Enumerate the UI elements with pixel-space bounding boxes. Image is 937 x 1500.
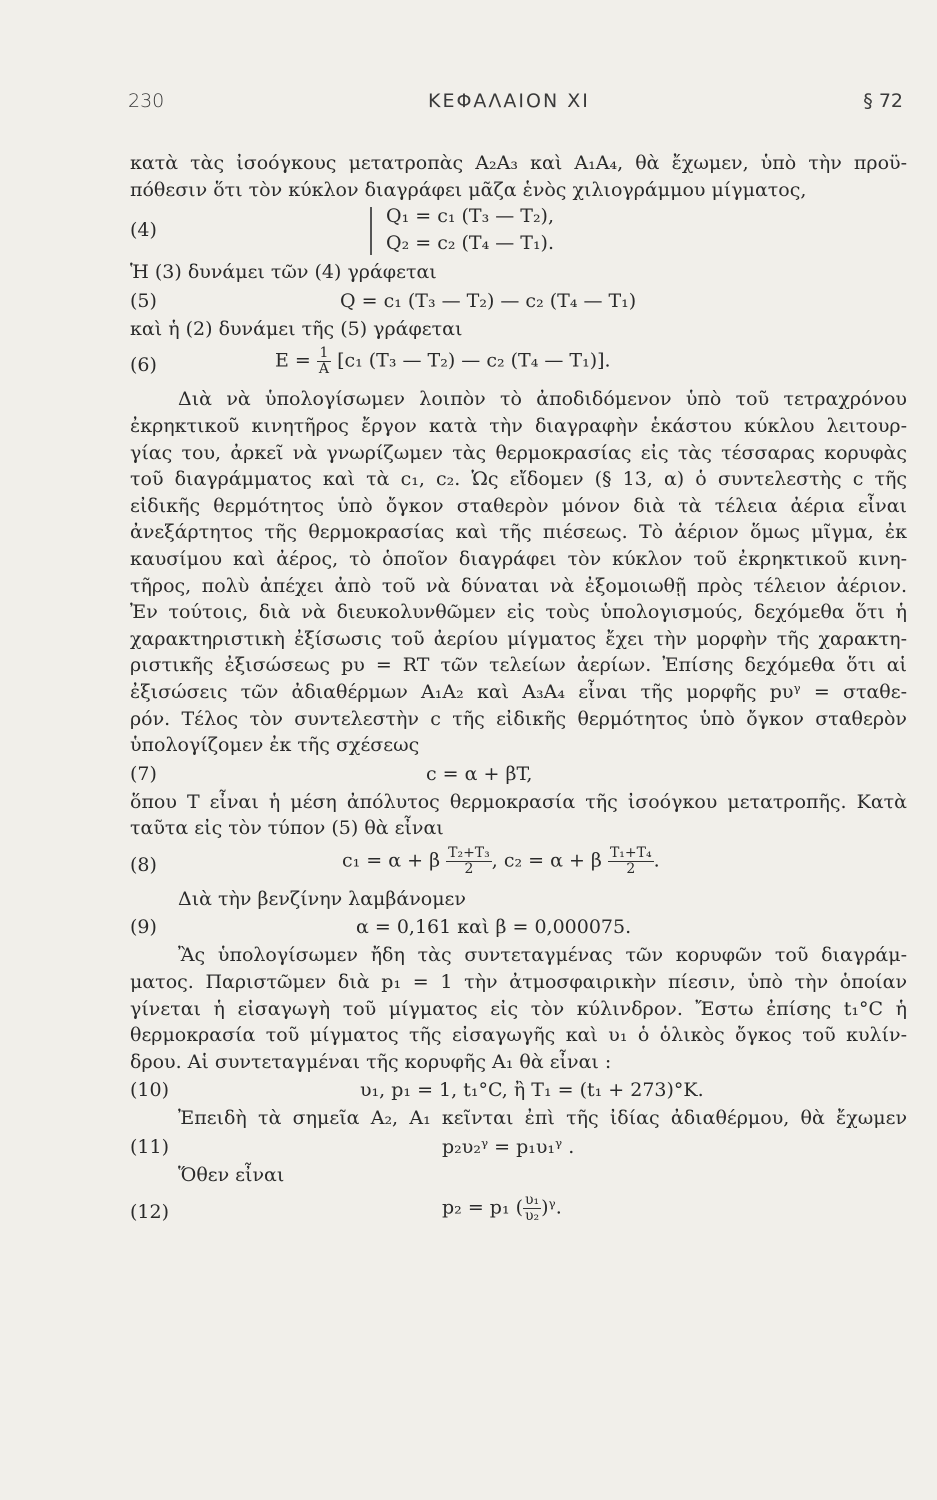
equation-body: p₂υ₂ᵞ = p₁υ₁ᵞ .	[442, 1136, 575, 1159]
chapter-title: ΚΕΦΑΛΑΙΟΝ XI	[428, 90, 590, 112]
section-number: § 72	[863, 90, 903, 112]
page-header	[128, 90, 903, 120]
text-line: τοῦ διαγράμματος καὶ τὰ c₁, c₂. Ὡς εἴδομεν (§ 13, α) ὁ συντελεστὴς c τῆς	[130, 468, 907, 491]
text-line: Ἐν τούτοις, διὰ νὰ διευκολυνθῶμεν εἰς τοὺς ὑπολογισμούς, δεχόμεθα ὅτι ἡ	[130, 601, 907, 624]
equation-body: υ₁, p₁ = 1, t₁°C, ἢ T₁ = (t₁ + 273)°K.	[360, 1079, 704, 1102]
equation-rhs: [c₁ (T₃ — T₂) — c₂ (T₄ — T₁)].	[337, 349, 611, 372]
equation-body	[275, 346, 611, 377]
equation-lhs: E =	[275, 349, 311, 372]
equation-number: (12)	[130, 1200, 170, 1223]
equation-body	[442, 1193, 562, 1224]
equation-9	[130, 912, 907, 942]
equation-7	[130, 759, 907, 789]
equation-11	[130, 1132, 907, 1162]
equation-body: c = α + βT,	[426, 762, 533, 785]
equation-10	[130, 1075, 907, 1105]
fraction	[317, 346, 331, 377]
text-line: ματος. Παριστῶμεν διὰ p₁ = 1 τὴν ἀτμοσφαιρικὴν πίεσιν, ὑπὸ τὴν ὁποίαν	[130, 971, 907, 994]
equation-number: (11)	[130, 1136, 170, 1159]
fraction-numerator: T₁+T₄	[609, 844, 652, 861]
equation-8	[130, 842, 907, 886]
text-line: ὑπολογίζομεν ἐκ τῆς σχέσεως	[130, 734, 420, 757]
equation-body: α = 0,161 καὶ β = 0,000075.	[356, 916, 632, 939]
equation-number: (7)	[130, 762, 157, 785]
equation-rhs: )ᵞ.	[541, 1196, 562, 1219]
text-line: Διὰ τὴν βενζίνην λαμβάνομεν	[178, 887, 466, 910]
fraction	[523, 1193, 541, 1224]
text-line: Διὰ νὰ ὑπολογίσωμεν λοιπὸν τὸ ἀποδιδόμενον ὑπὸ τοῦ τετραχρόνου	[178, 388, 907, 411]
brace	[370, 207, 376, 255]
equation-number: (8)	[130, 853, 157, 876]
fraction-denominator: 2	[464, 860, 474, 877]
equation-number: (5)	[130, 289, 157, 312]
text-line: ἐκρηκτικοῦ κινητῆρος ἔργον κατὰ τὴν διαγραφὴν ἑκάστου κύκλου λειτουρ-	[130, 414, 907, 437]
equation-number: (9)	[130, 916, 157, 939]
equation-12	[130, 1189, 907, 1233]
fraction-denominator: 2	[626, 860, 636, 877]
text-line: Ἡ (3) δυνάμει τῶν (4) γράφεται	[130, 261, 437, 284]
fraction-denominator: υ₂	[525, 1207, 540, 1224]
fraction	[608, 846, 654, 877]
equation-number: (4)	[130, 219, 157, 242]
text-line: εἰδικῆς θερμότητος ὑπὸ ὄγκον σταθερὸν μόνον διὰ τὰ τέλεια ἀέρια εἶναι	[130, 494, 907, 517]
equation-body	[342, 846, 660, 877]
equation-number: (6)	[130, 354, 157, 377]
text-line: Ἐπειδὴ τὰ σημεῖα A₂, A₁ κεῖνται ἐπὶ τῆς ἰδίας ἀδιαθέρμου, θὰ ἔχωμεν	[178, 1107, 907, 1130]
equation-line: Q₁ = c₁ (T₃ — T₂),	[386, 205, 555, 228]
text-line: θερμοκρασία τοῦ μίγματος τῆς εἰσαγωγῆς καὶ υ₁ ὁ ὁλικὸς ὄγκος τοῦ κυλίν-	[130, 1024, 907, 1047]
text-line: ταῦτα εἰς τὸν τύπον (5) θὰ εἶναι	[130, 817, 444, 840]
page-body	[130, 150, 907, 1233]
text-line: πόθεσιν ὅτι τὸν κύκλον διαγράφει μᾶζα ἑνὸς χιλιογράμμου μίγματος,	[130, 178, 807, 201]
text-line: ὅπου T εἶναι ἡ μέση ἀπόλυτος θερμοκρασία τῆς ἰσοόγκου μετατροπῆς. Κατὰ	[130, 790, 907, 813]
fraction	[446, 846, 492, 877]
text-line: δρου. Αἱ συντεταγμέναι τῆς κορυφῆς A₁ θὰ εἶναι :	[130, 1050, 612, 1073]
page-number: 230	[128, 90, 165, 112]
text-line: ρόν. Τέλος τὸν συντελεστὴν c τῆς εἰδικῆς θερμότητος ὑπὸ ὄγκον σταθερὸν	[130, 707, 907, 730]
equation-6	[130, 342, 907, 386]
equation-lhs: p₂ = p₁ (	[442, 1196, 524, 1219]
text-line: γίας του, ἀρκεῖ νὰ γνωρίζωμεν τὰς θερμοκρασίας εἰς τὰς τέσσαρας κορυφὰς	[130, 441, 907, 464]
text-line: Ἂς ὑπολογίσωμεν ἤδη τὰς συντεταγμένας τῶν κορυφῶν τοῦ διαγράμ-	[178, 944, 907, 967]
text-line: καὶ ἡ (2) δυνάμει τῆς (5) γράφεται	[130, 317, 463, 340]
text-line: τῆρος, πολὺ ἀπέχει ἀπὸ τοῦ νὰ δύναται νὰ ἐξομοιωθῇ πρὸς τέλειον ἀέριον.	[130, 574, 907, 597]
equation-part: , c₂ = α + β	[491, 849, 602, 872]
text-line: καυσίμου καὶ ἀέρος, τὸ ὁποῖον διαγράφει τὸν κύκλον τοῦ ἐκρηκτικοῦ κινη-	[130, 547, 907, 570]
text-line: ριστικῆς ἐξισώσεως pυ = RT τῶν τελείων ἀερίων. Ἐπίσης δεχόμεθα ὅτι αἱ	[130, 654, 907, 677]
text-line: κατὰ τὰς ἰσοόγκους μετατροπὰς A₂A₃ καὶ A₁A₄, θὰ ἔχωμεν, ὑπὸ τὴν προϋ-	[130, 152, 907, 174]
equation-4	[130, 203, 907, 259]
text-line: γίνεται ἡ εἰσαγωγὴ τοῦ μίγματος εἰς τὸν κύλινδρον. Ἔστω ἐπίσης t₁°C ἡ	[130, 997, 907, 1020]
equation-part: c₁ = α + β	[342, 849, 441, 872]
text-line: ἐξισώσεις τῶν ἀδιαθέρμων A₁A₂ καὶ A₃A₄ εἶναι τῆς μορφῆς pυᵞ = σταθε-	[130, 680, 907, 703]
equation-part: .	[653, 849, 660, 872]
text-line: ἀνεξάρτητος τῆς θερμοκρασίας καὶ τῆς πιέσεως. Τὸ ἀέριον ὅμως μῖγμα, ἐκ	[130, 521, 907, 544]
equation-body: Q = c₁ (T₃ — T₂) — c₂ (T₄ — T₁)	[340, 289, 637, 312]
fraction-denominator: A	[318, 361, 330, 378]
equation-line: Q₂ = c₂ (T₄ — T₁).	[386, 232, 555, 255]
fraction-numerator: 1	[317, 346, 331, 362]
text-line: Ὅθεν εἶναι	[178, 1164, 285, 1187]
fraction-numerator: T₂+T₃	[448, 844, 490, 861]
equation-number: (10)	[130, 1079, 170, 1102]
fraction-numerator: υ₁	[525, 1191, 540, 1208]
text-line: χαρακτηριστικὴ ἐξίσωσις τοῦ ἀερίου μίγματος ἔχει τὴν μορφὴν τῆς χαρακτη-	[130, 627, 907, 650]
equation-5	[130, 286, 907, 316]
